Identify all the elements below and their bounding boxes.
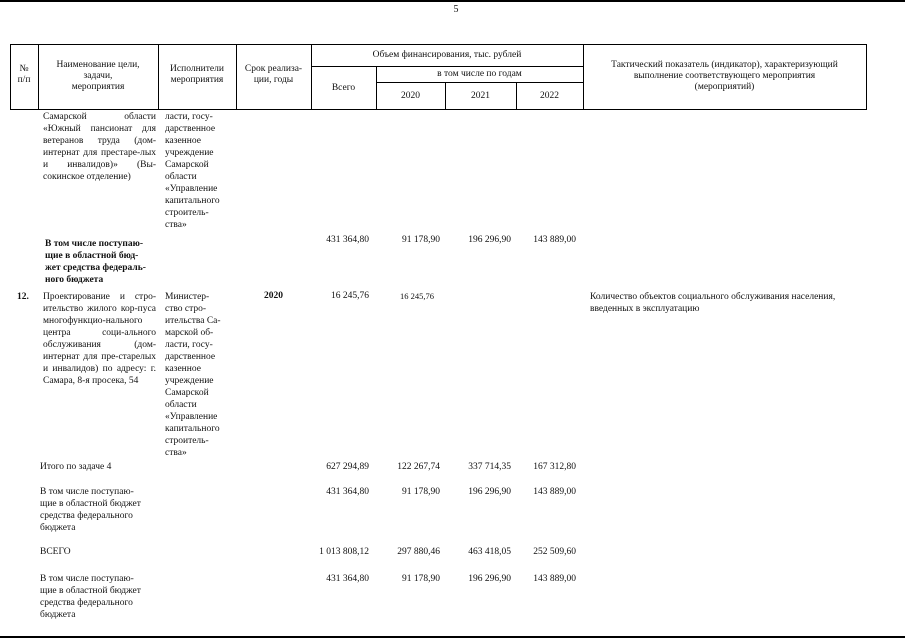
header-top-line (10, 44, 867, 45)
page-number: 5 (453, 4, 459, 15)
header-by-years: в том числе по годам (437, 68, 522, 79)
row12-name: Проектирование и стро-ительство жилого кор-пуса многофункцио-нального центра соци-ального обслуживания (дом-интернат для пре-старелых и инвалидов) по адресу: г. Самара, 8-я просека, 54 (43, 292, 156, 386)
fed2-label: В том числе поступаю- щие в областной бюджет средства федерального бюджета (40, 487, 141, 533)
fed2-total: 431 364,80 (326, 487, 369, 497)
cont-row-name: Самарской области «Южный пансионат для ветеранов труда (дом-интернат для престаре-лых и инвалидов)» (Вы-сокинское отделение) (43, 112, 156, 182)
fed1-total: 431 364,80 (326, 235, 369, 245)
header-funding: Объем финансирования, тыс. рублей (372, 49, 522, 60)
fed3-total: 431 364,80 (326, 574, 369, 584)
header-num: № п/п (17, 64, 31, 85)
fed2-2022: 143 889,00 (533, 487, 576, 497)
fed1-2021: 196 296,90 (468, 235, 511, 245)
header-bottom-line (10, 109, 867, 110)
grand-2020: 297 880,46 (397, 547, 440, 557)
grand-2022: 252 509,60 (533, 547, 576, 557)
years-sub-line (376, 82, 583, 83)
task4-total: 627 294,89 (326, 462, 369, 472)
row12-indicator: Количество объектов социального обслуживания населения, введенных в эксплуатацию (590, 292, 836, 314)
row12-number: 12. (17, 292, 29, 302)
fed3-2022: 143 889,00 (533, 574, 576, 584)
grand-2021: 463 418,05 (468, 547, 511, 557)
grand-total-label: ВСЕГО (40, 547, 71, 557)
task4-2022: 167 312,80 (533, 462, 576, 472)
header-executors: Исполнители мероприятия (170, 64, 224, 85)
header-2020: 2020 (401, 90, 420, 101)
fed1-2022: 143 889,00 (533, 235, 576, 245)
fed2-2020: 91 178,90 (402, 487, 440, 497)
header-name: Наименование цели, задачи, мероприятия (56, 59, 140, 92)
fed3-label: В том числе поступаю- щие в областной бюджет средства федерального бюджета (40, 574, 141, 620)
scan-top-edge (0, 0, 905, 2)
fed3-2021: 196 296,90 (468, 574, 511, 584)
scan-bottom-edge (0, 636, 905, 638)
task4-2020: 122 267,74 (397, 462, 440, 472)
task4-2021: 337 714,35 (468, 462, 511, 472)
grand-total: 1 013 808,12 (319, 547, 369, 557)
fed1-2020: 91 178,90 (402, 235, 440, 245)
header-2021: 2021 (471, 90, 490, 101)
row12-term: 2020 (264, 291, 283, 301)
row12-2020: 16 245,76 (400, 291, 434, 301)
fed2-2021: 196 296,90 (468, 487, 511, 497)
header-2022: 2022 (540, 90, 559, 101)
fed3-2020: 91 178,90 (402, 574, 440, 584)
fed1-label: В том числе поступаю- щие в областной бюд- жет средства федераль- ного бюджета (45, 239, 146, 285)
col-line-9 (866, 44, 867, 110)
task4-total-label: Итого по задаче 4 (40, 462, 112, 472)
header-term: Срок реализа- ции, годы (244, 64, 303, 85)
cont-row-executor: ласти, госу- дарственное казенное учреждение Самарской области «Управление капитального строитель- ства» (165, 112, 220, 230)
header-total: Всего (331, 82, 356, 93)
row12-total: 16 245,76 (331, 291, 369, 301)
row12-executor: Министер- ство стро- ительства Са- марской об- ласти, госу- дарственное казенное учреждение Самарской области «Управление капитального строитель- ства» (165, 292, 221, 458)
header-indicator: Тактический показатель (индикатор), характеризующий выполнение соответствующего мероприятия (мероприятий) (611, 59, 838, 92)
